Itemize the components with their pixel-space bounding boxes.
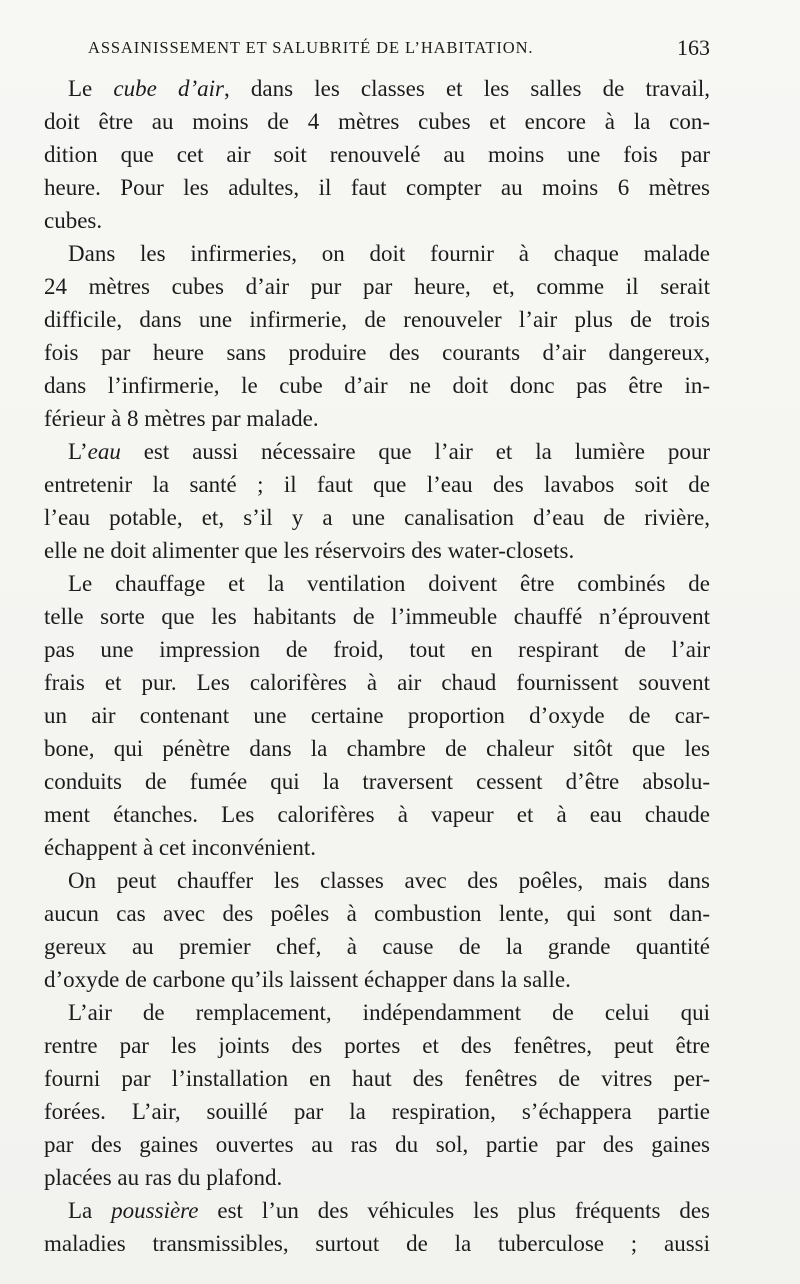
text-line: entretenir la santé ; il faut que l’eau des lavabos soit de [44,472,710,497]
text-line: telle sorte que les habitants de l’immeuble chauffé n’éprouvent [44,604,710,629]
text-line: pas une impression de froid, tout en respirant de l’air [44,637,710,662]
text-line: fois par heure sans produire des courants d’air dangereux, [44,340,710,365]
text-line: bone, qui pénètre dans la chambre de chaleur sitôt que les [44,736,710,761]
running-title: ASSAINISSEMENT ET SALUBRITÉ DE L’HABITATION. [88,38,534,57]
text-line: 24 mètres cubes d’air pur par heure, et, comme il serait [44,274,710,299]
text-line: La poussière est l’un des véhicules les plus fréquents des [68,1198,710,1223]
text-line: heure. Pour les adultes, il faut compter au moins 6 mètres [44,175,710,200]
text-line: frais et pur. Les calorifères à air chaud fournissent souvent [44,670,710,695]
text-line: elle ne doit alimenter que les réservoirs des water-closets. [44,538,575,563]
text-line: forées. L’air, souillé par la respiration, s’échappera partie [44,1099,710,1124]
text-line: échappent à cet inconvénient. [44,835,317,860]
page-header [88,35,710,60]
text-line: maladies transmissibles, surtout de la tuberculose ; aussi [44,1231,710,1256]
text-line: l’eau potable, et, s’il y a une canalisation d’eau de rivière, [44,505,710,530]
text-line: férieur à 8 mètres par malade. [44,406,319,431]
text-line: dition que cet air soit renouvelé au moins une fois par [44,142,710,167]
text-line: placées au ras du plafond. [44,1165,283,1190]
text-line: fourni par l’installation en haut des fenêtres de vitres per- [44,1066,710,1091]
text-line: dans l’infirmerie, le cube d’air ne doit donc pas être in- [44,373,710,398]
text-line: cubes. [44,208,103,233]
page-number: 163 [677,35,710,60]
text-line: Le chauffage et la ventilation doivent être combinés de [68,571,710,596]
text-line: d’oxyde de carbone qu’ils laissent échapper dans la salle. [44,967,571,992]
text-line: par des gaines ouvertes au ras du sol, partie par des gaines [44,1132,710,1157]
text-line: ment étanches. Les calorifères à vapeur et à eau chaude [44,802,710,827]
text-line: On peut chauffer les classes avec des poêles, mais dans [68,868,710,893]
text-line: gereux au premier chef, à cause de la grande quantité [44,934,710,959]
text-line: conduits de fumée qui la traversent cessent d’être absolu- [44,769,710,794]
text-line: Dans les infirmeries, on doit fournir à chaque malade [68,241,710,266]
text-line: Le cube d’air, dans les classes et les salles de travail, [68,76,711,101]
text-line: aucun cas avec des poêles à combustion lente, qui sont dan- [44,901,710,926]
text-line: doit être au moins de 4 mètres cubes et encore à la con- [44,109,710,134]
text-line: un air contenant une certaine proportion d’oxyde de car- [44,703,710,728]
text-line: L’eau est aussi nécessaire que l’air et la lumière pour [68,439,710,464]
text-line: rentre par les joints des portes et des fenêtres, peut être [44,1033,710,1058]
body-text [44,72,710,1260]
text-line: L’air de remplacement, indépendamment de celui qui [68,1000,710,1025]
text-line: difficile, dans une infirmerie, de renouveler l’air plus de trois [44,307,710,332]
